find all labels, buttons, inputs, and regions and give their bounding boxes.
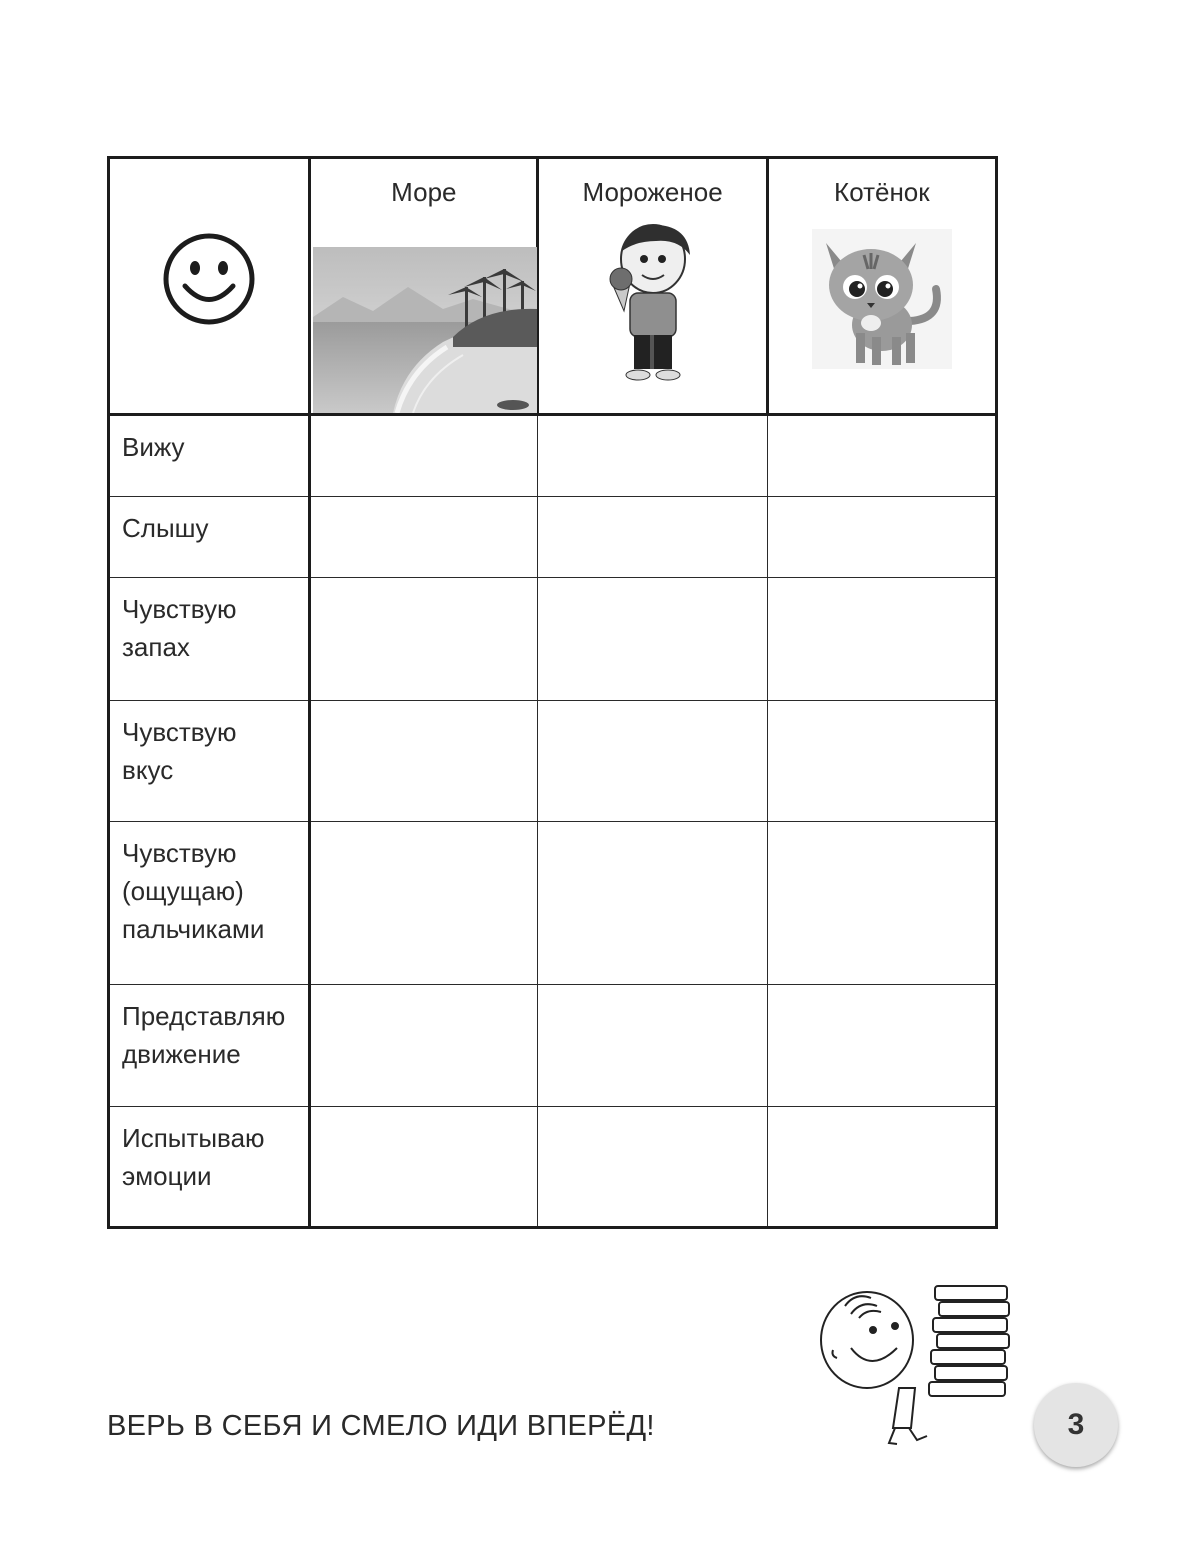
answer-cell[interactable] [310,578,538,701]
corner-cell [109,158,310,415]
answer-cell[interactable] [310,497,538,578]
table-row [109,701,997,822]
table-row [109,415,997,497]
table-row [109,578,997,701]
table-header-row [109,158,997,415]
answer-cell[interactable] [538,701,767,822]
row-label-cell [109,1107,310,1228]
beach-picture [313,247,537,413]
row-label: Чувствую запах [122,594,237,662]
table-row [109,822,997,985]
answer-cell[interactable] [538,415,767,497]
answer-cell[interactable] [767,822,996,985]
answer-cell[interactable] [538,985,767,1107]
row-label: Чувствую (ощущаю) пальчиками [122,838,265,944]
table-row [109,1107,997,1228]
column-title: Котёнок [834,177,930,207]
row-label-cell [109,701,310,822]
page-number-badge: 3 [1034,1383,1118,1467]
table-row [109,497,997,578]
answer-cell[interactable] [767,701,996,822]
boy-carrying-books-illustration [815,1278,1015,1458]
kitten-picture [812,229,952,369]
column-header-kitten [767,158,996,415]
answer-cell[interactable] [767,1107,996,1228]
smiley-face-icon [161,231,257,327]
answer-cell[interactable] [538,822,767,985]
boy-eating-ice-cream-picture [598,219,708,389]
column-title: Море [391,177,457,207]
answer-cell[interactable] [767,985,996,1107]
column-header-ice-cream [538,158,767,415]
answer-cell[interactable] [538,497,767,578]
row-label-cell [109,822,310,985]
row-label-cell [109,497,310,578]
answer-cell[interactable] [538,1107,767,1228]
answer-cell[interactable] [310,701,538,822]
answer-cell[interactable] [767,578,996,701]
column-header-sea [310,158,538,415]
table-row [109,985,997,1107]
column-title: Мороженое [582,177,723,207]
row-label-cell [109,415,310,497]
answer-cell[interactable] [538,578,767,701]
answer-cell[interactable] [310,985,538,1107]
answer-cell[interactable] [310,822,538,985]
answer-cell[interactable] [310,1107,538,1228]
motto-text: ВЕРЬ В СЕБЯ И СМЕЛО ИДИ ВПЕРЁД! [107,1410,655,1442]
row-label: Испытываю эмоции [122,1123,265,1191]
row-label-cell [109,985,310,1107]
row-label: Представляю движение [122,1001,286,1069]
row-label: Вижу [122,432,185,462]
answer-cell[interactable] [310,415,538,497]
senses-table [107,156,998,1229]
answer-cell[interactable] [767,497,996,578]
row-label: Чувствую вкус [122,717,237,785]
row-label: Слышу [122,513,209,543]
row-label-cell [109,578,310,701]
answer-cell[interactable] [767,415,996,497]
